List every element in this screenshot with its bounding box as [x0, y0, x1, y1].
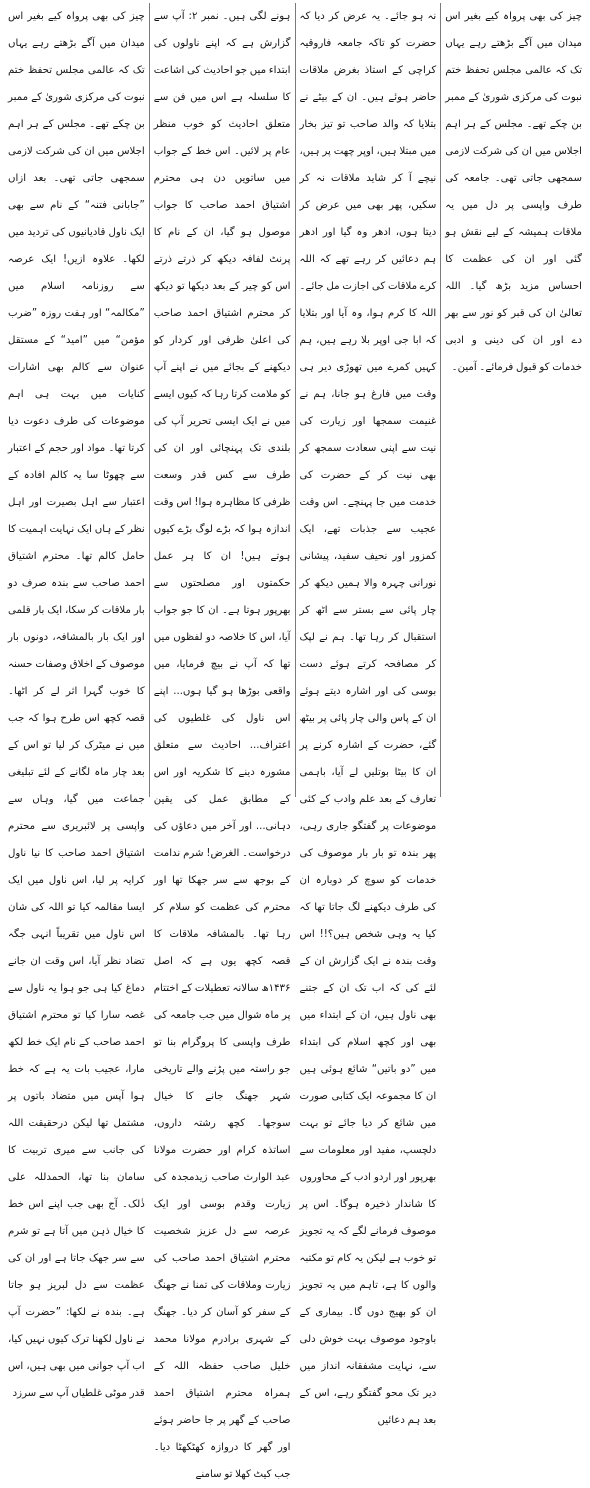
column-3-text: نہ ہو جائے۔ یہ عرض کر دیا کہ حضرت کو تاکہ جامعہ فاروقیہ کراچی کے استاذ بغرض ملاقات حاضر ہوئے ہیں۔ ان کے بیٹے نے بتلایا کہ والد صاحب تو تیز بخار میں مبتلا ہیں، اوپر چھت پر ہیں، نیچے آ کر شاید ملاقات نہ کر سکیں، پھر بھی میں عرض کر دیتا ہوں، ادھر وہ گیا اور ادھر ہم دعائیں کر رہے تھے کہ اللہ کرے ملاقات کی اجازت مل جائے۔ اللہ کا کرم ہوا، وہ آیا اور بتلایا کہ ابا جی اوپر بلا رہے ہیں، ہم کہیں کمرے میں تھوڑی دیر ہی وقت میں فارغ ہو جانا، ہم نے غنیمت سمجھا اور زیارت کی نیت سے اپنی سعادت سمجھ کر بھی نیت کر کے حضرت کی خدمت میں جا پہنچے۔ اس وقت عجیب سے جذبات تھے، ایک کمزور اور نحیف سفید، پیشانی نورانی چہرہ والا ہمیں دیکھ کر چار پائی سے بستر سے اٹھ کر استقبال کر رہا تھا۔ ہم نے لپک کر مصافحہ کرتے ہوئے دست بوسی کی اور اشارہ دیتے ہوئے ان کے پاس والی چار پائی پر بیٹھ گئے، حضرت کے اشارہ کرنے پر ان کا بیٹا بوتلیں لے آیا، باہمی تعارف کے بعد علم وادب کے کئی موضوعات پر گفتگو جاری رہی، پھر بندہ تو بار بار موصوف کی خدمات کو سوچ کر دوبارہ ان کی طرف دیکھنے لگ جاتا تھا کہ کیا یہ وہی شخص ہیں؟!! اس وقت بندہ نے ایک گزارش ان کے لئے کی کہ اب تک ان کے جتنے بھی ناول ہیں، ان کے ابتداء میں بھی اور کچھ اسلام کی ابتداء میں ”دو باتیں“ شائع ہوئی ہیں ان کا مجموعہ ایک کتابی صورت میں شائع کر دیا جائے تو بہت دلچسپ، مفید اور معلومات سے بھرپور اور اردو ادب کے محاوروں کا شاندار ذخیرہ ہوگا۔ اس پر موصوف فرمانے لگے کہ یہ تجویز تو خوب ہے لیکن یہ کام تو مکتبہ والوں کا ہے، تاہم میں یہ تجویز ان کو بھیج دوں گا۔ بیماری کے باوجود موصوف بہت خوش دلی سے، نہایت مشفقانہ انداز میں دیر تک محو گفتگو رہے، اس کے بعد ہم دعائیں: [299, 11, 437, 1426]
text-column-4: [441, 3, 586, 797]
column-divider: [295, 3, 296, 797]
column-divider: [440, 3, 441, 797]
column-4-text: چیز کی بھی پرواہ کیے بغیر اس میدان میں آگے بڑھتے رہے یہاں تک کہ عالمی مجلس تحفظ ختم نبوت کی مرکزی شوریٰ کے ممبر بن چکے تھے۔ مجلس کے ہر اہم اجلاس میں ان کی شرکت لازمی سمجھی جاتی تھی۔ جامعہ کی طرف واپسی پر دل میں یہ ملاقات ہمیشہ کے لیے نقش ہو گئی اور ان کی عظمت کا احساس مزید بڑھ گیا۔ اللہ تعالیٰ ان کی قبر کو نور سے بھر دے اور ان کی دینی و ادبی خدمات کو قبول فرمائے۔ آمین۔: [445, 11, 582, 373]
text-column-3: [296, 3, 441, 1426]
text-column-1: [4, 3, 149, 1399]
newspaper-page: [4, 3, 586, 1480]
text-column-2: [150, 3, 295, 1480]
column-1-text: چیز کی بھی پرواہ کیے بغیر اس میدان میں آگے بڑھتے رہے یہاں تک کہ عالمی مجلس تحفظ ختم نبوت کی مرکزی شوریٰ کے ممبر بن چکے تھے۔ مجلس کے ہر اہم اجلاس میں ان کی شرکت لازمی سمجھی جاتی تھی۔ بعد ازاں ”جابانی فتنہ“ کے نام سے بھی ایک ناول قادیانیوں کی تردید میں لکھا۔ علاوہ ازیں! ایک عرصہ سے روزنامہ اسلام میں ”مکالمہ“ اور ہفت روزہ ”ضرب مؤمن“ میں ”امید“ کے مستقل عنوان سے کالم بھی اشارات کنایات میں بہت ہی اہم موضوعات کی طرف دعوت دیا کرتا تھا۔ مواد اور حجم کے اعتبار سے چھوٹا سا یہ کالم افادہ کے اعتبار سے اہل بصیرت اور اہل نظر کے ہاں ایک نہایت اہمیت کا حامل کالم تھا۔ محترم اشتیاق احمد صاحب سے بندہ صرف دو بار ملاقات کر سکا، ایک بار قلمی اور ایک بار بالمشافہ، دونوں بار موصوف کے اخلاق وصفات حسنہ کا خوب گہرا اثر لے کر اٹھا۔ قصہ کچھ اس طرح ہوا کہ جب میں نے میٹرک کر لیا تو اس کے بعد چار ماہ لگانے کے لئے تبلیغی جماعت میں گیا، وہاں سے واپسی پر لائبریری سے محترم اشتیاق احمد صاحب کا نیا ناول کرایہ پر لیا، اس ناول میں ایک ایسا مقالمہ کیا تو اللہ کی شان اس ناول میں تقریباً انہی جگہ تضاد نظر آیا، اس وقت ان جانے دماغ کیا ہی جو ہوا یہ ناول سے غصہ سارا کیا تو محترم اشتیاق احمد صاحب کے نام ایک خط لکھ مارا، عجیب بات یہ ہے کہ خط ہوا آپس میں متضاد باتوں پر مشتمل تھا لیکن درحقیقت اللہ کی جانب سے میری تربیت کا سامان بنا تھا، الحمدللہ علی ذٰلک۔ آج بھی جب اپنے اس خط کا خیال ذہن میں آتا ہے تو شرم سے سر جھک جاتا ہے اور ان کی عظمت سے دل لبریز ہو جاتا ہے۔ بندہ نے لکھا: ”حضرت آپ نے ناول لکھنا ترک کیوں نہیں کیا، اب آپ جوانی میں بھی ہیں، اس قدر موٹی غلطیاں آپ سے سرزد: [8, 11, 145, 1399]
column-2-text: ہونے لگی ہیں۔ نمبر ۲: آپ سے گزارش ہے کہ اپنے ناولوں کی ابتداء میں جو احادیث کی اشاعت کا سلسلہ ہے اس میں فن سے متعلق احادیث کو خوب منظر عام پر لائیں۔ اس خط کے جواب میں ساتویں دن ہی محترم اشتیاق احمد صاحب کا جواب موصول ہو گیا، ان کے نام کا پرنٹ لفافہ دیکھ کر ذرتے ذرتے اس کو چیر کے بعد دیکھا تو دیکھ کر محترم اشتیاق احمد صاحب کی اعلیٰ ظرفی اور کردار کو دیکھنے کے بجائے میں نے اپنے آپ کو ملامت کرتا رہا کہ کیوں ایسے میں نے ایک ایسی تحریر آپ کی بلندی تک پہنچائی اور ان کی طرف سے کس قدر وسعت ظرفی کا مظاہرہ ہوا! اس وقت اندازہ ہوا کہ بڑے لوگ بڑے کیوں ہوتے ہیں! ان کا ہر عمل حکمتوں اور مصلحتوں سے بھرپور ہوتا ہے۔ ان کا جو جواب آیا، اس کا خلاصہ دو لفظوں میں تھا کہ آپ نے بیچ فرمایا، میں واقعی بوڑھا ہو گیا ہوں... اپنے اس ناول کی غلطیوں کی اعتراف... احادیث سے متعلق مشورہ دینے کا شکریہ اور اس کے مطابق عمل کی یقین دہانی... اور آخر میں دعاؤں کی درخواست۔ الغرض! شرم ندامت کے بوجھ سے سر جھکا تھا اور محترم کی عظمت کو سلام کر رہا تھا۔ بالمشافہ ملاقات کا قصہ کچھ یوں ہے کہ اصل ۱۴۳۶ھ سالانہ تعطیلات کے اختتام پر ماہ شوال میں جب جامعہ کی طرف واپسی کا پروگرام بنا تو جو راستہ میں پڑنے والے تاریخی شہر جھنگ جانے کا خیال سوجھا۔ کچھ رشتہ داروں، اساتذہ کرام اور حضرت مولانا عبد الوارث صاحب زیدمجدہ کی زیارت وقدم بوسی اور ایک عرصہ سے دل عزیز شخصیت محترم اشتیاق احمد صاحب کی زیارت وملاقات کی تمنا نے جھنگ کے سفر کو آسان کر دیا۔ جھنگ کے شہری برادرم مولانا محمد خلیل صاحب حفظہ اللہ کے ہمراہ محترم اشتیاق احمد صاحب کے گھر پر جا حاضر ہوئے اور گھر کا دروازہ کھٹکھٹا دیا۔ جب کیٹ کھلا تو سامنے: [153, 11, 291, 1480]
column-divider: [149, 3, 150, 797]
